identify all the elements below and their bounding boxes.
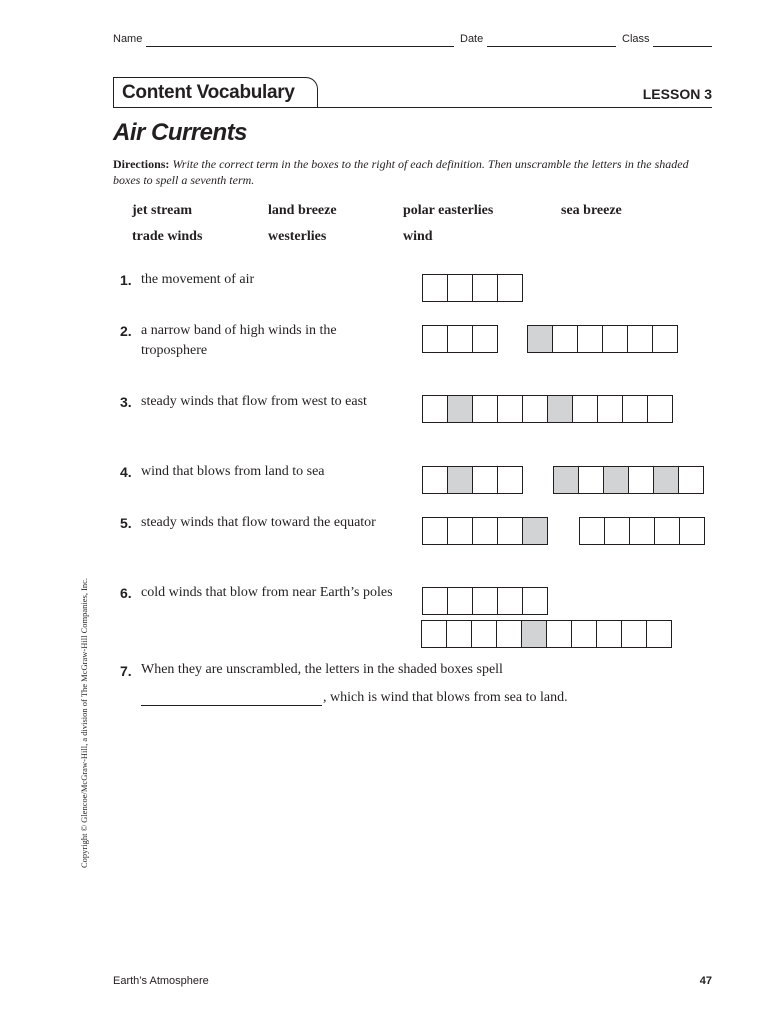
letter-box[interactable]	[628, 466, 654, 494]
shaded-letter-box[interactable]	[521, 620, 547, 648]
letter-box[interactable]	[446, 620, 472, 648]
banner-title: Content Vocabulary	[122, 82, 295, 103]
lesson-label: LESSON 3	[642, 86, 712, 102]
question-number: 3.	[120, 394, 132, 410]
letter-box[interactable]	[472, 466, 498, 494]
letter-box[interactable]	[497, 274, 523, 302]
word-bank-term: land breeze	[268, 203, 337, 218]
shaded-letter-box[interactable]	[603, 466, 629, 494]
answer-boxes	[527, 325, 678, 353]
letter-box[interactable]	[597, 395, 623, 423]
word-bank-term: westerlies	[268, 229, 327, 244]
question-number: 1.	[120, 272, 132, 288]
letter-box[interactable]	[422, 517, 448, 545]
question-text: cold winds that blow from near Earth’s poles	[141, 585, 393, 600]
student-info-header	[113, 33, 712, 49]
answer-boxes	[579, 517, 705, 545]
letter-box[interactable]	[472, 517, 498, 545]
letter-box[interactable]	[652, 325, 678, 353]
letter-box[interactable]	[447, 517, 473, 545]
letter-box[interactable]	[422, 587, 448, 615]
date-label: Date	[460, 33, 484, 45]
letter-box[interactable]	[472, 325, 498, 353]
letter-box[interactable]	[422, 325, 448, 353]
letter-box[interactable]	[472, 587, 498, 615]
shaded-letter-box[interactable]	[553, 466, 579, 494]
class-label: Class	[622, 33, 650, 45]
question-text: When they are unscrambled, the letters in the shaded boxes spell	[141, 662, 503, 677]
worksheet-title: Air Currents	[113, 119, 248, 146]
letter-box[interactable]	[679, 517, 705, 545]
letter-box[interactable]	[654, 517, 680, 545]
answer-boxes	[422, 274, 523, 302]
letter-box[interactable]	[472, 274, 498, 302]
letter-box[interactable]	[447, 587, 473, 615]
letter-box[interactable]	[646, 620, 672, 648]
word-bank-term: polar easterlies	[403, 203, 494, 218]
word-bank-term: jet stream	[132, 203, 192, 218]
directions	[113, 156, 713, 188]
letter-box[interactable]	[471, 620, 497, 648]
question-7-suffix: , which is wind that blows from sea to land.	[323, 690, 568, 705]
question-text: steady winds that flow toward the equator	[141, 515, 376, 530]
letter-box[interactable]	[604, 517, 630, 545]
letter-box[interactable]	[447, 325, 473, 353]
letter-box[interactable]	[522, 395, 548, 423]
letter-box[interactable]	[472, 395, 498, 423]
letter-box[interactable]	[572, 395, 598, 423]
shaded-letter-box[interactable]	[653, 466, 679, 494]
answer-boxes	[422, 395, 673, 423]
letter-box[interactable]	[579, 517, 605, 545]
question-number: 7.	[120, 663, 132, 679]
question-number: 6.	[120, 585, 132, 601]
question-text: the movement of air	[141, 272, 255, 287]
answer-boxes	[422, 587, 548, 615]
letter-box[interactable]	[602, 325, 628, 353]
question-number: 5.	[120, 515, 132, 531]
banner-rule	[113, 107, 712, 108]
letter-box[interactable]	[678, 466, 704, 494]
letter-box[interactable]	[497, 466, 523, 494]
question-7-answer-line	[141, 690, 568, 706]
letter-box[interactable]	[497, 517, 523, 545]
shaded-letter-box[interactable]	[527, 325, 553, 353]
name-blank[interactable]	[146, 46, 454, 47]
question-text: wind that blows from land to sea	[141, 464, 325, 479]
question-number: 2.	[120, 323, 132, 339]
answer-boxes	[422, 517, 548, 545]
letter-box[interactable]	[421, 620, 447, 648]
letter-box[interactable]	[552, 325, 578, 353]
letter-box[interactable]	[422, 274, 448, 302]
letter-box[interactable]	[497, 395, 523, 423]
shaded-letter-box[interactable]	[447, 395, 473, 423]
copyright-notice: Copyright © Glencoe/McGraw-Hill, a division of The McGraw-Hill Companies, Inc.	[79, 577, 89, 868]
letter-box[interactable]	[522, 587, 548, 615]
letter-box[interactable]	[422, 466, 448, 494]
question-number: 4.	[120, 464, 132, 480]
answer-boxes	[553, 466, 704, 494]
question-text: steady winds that flow from west to east	[141, 394, 367, 409]
shaded-letter-box[interactable]	[447, 466, 473, 494]
letter-box[interactable]	[577, 325, 603, 353]
letter-box[interactable]	[622, 395, 648, 423]
answer-boxes	[421, 620, 672, 648]
letter-box[interactable]	[422, 395, 448, 423]
letter-box[interactable]	[578, 466, 604, 494]
shaded-letter-box[interactable]	[522, 517, 548, 545]
word-bank-term: wind	[403, 229, 433, 244]
letter-box[interactable]	[621, 620, 647, 648]
letter-box[interactable]	[497, 587, 523, 615]
page-number: 47	[699, 975, 712, 987]
letter-box[interactable]	[546, 620, 572, 648]
letter-box[interactable]	[596, 620, 622, 648]
class-blank[interactable]	[653, 46, 712, 47]
letter-box[interactable]	[571, 620, 597, 648]
letter-box[interactable]	[447, 274, 473, 302]
directions-label: Directions:	[113, 157, 170, 171]
name-label: Name	[113, 33, 143, 45]
letter-box[interactable]	[496, 620, 522, 648]
answer-boxes	[422, 466, 523, 494]
letter-box[interactable]	[629, 517, 655, 545]
content-vocabulary-banner	[113, 77, 318, 108]
answer-boxes	[422, 325, 498, 353]
footer-chapter: Earth’s Atmosphere	[113, 975, 209, 987]
letter-box[interactable]	[627, 325, 653, 353]
word-bank-term: sea breeze	[561, 203, 622, 218]
directions-text: Write the correct term in the boxes to the right of each definition. Then unscramble the letters in the shaded boxes to spell a seventh term.	[113, 157, 689, 187]
question-text: a narrow band of high winds in the troposphere	[141, 323, 337, 358]
word-bank-term: trade winds	[132, 229, 203, 244]
shaded-letter-box[interactable]	[547, 395, 573, 423]
date-blank[interactable]	[487, 46, 616, 47]
letter-box[interactable]	[647, 395, 673, 423]
answer-blank[interactable]	[141, 691, 322, 706]
